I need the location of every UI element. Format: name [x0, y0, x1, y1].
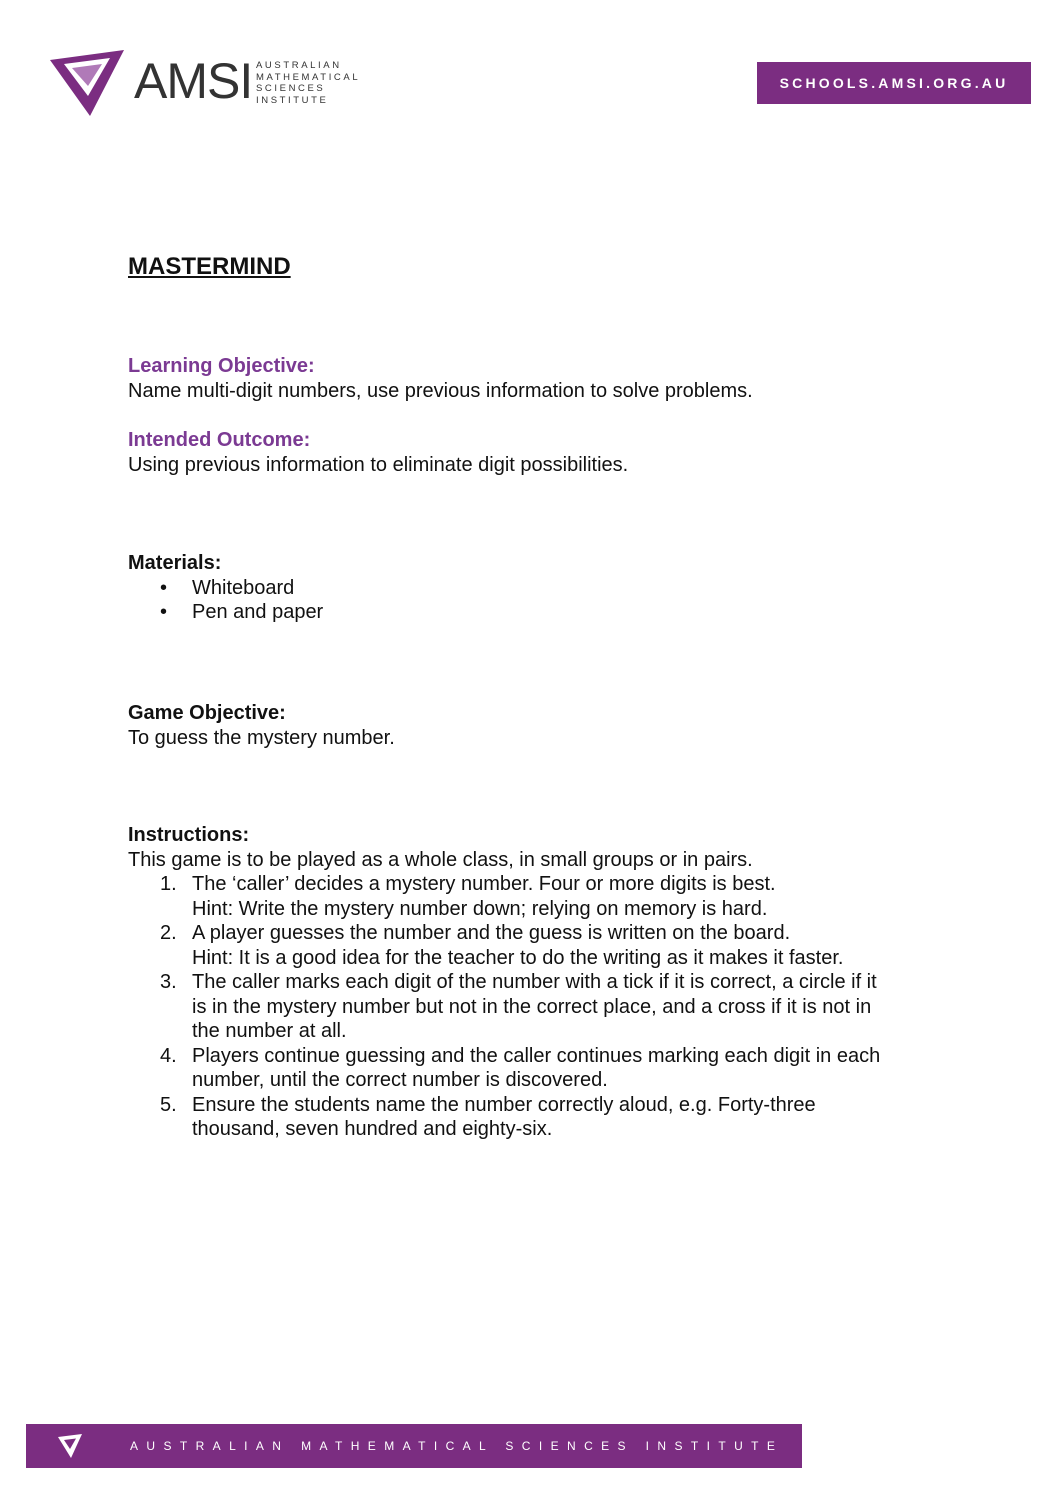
instruction-step: 3. The caller marks each digit of the number with a tick if it is correct, a circle if it is in the mystery number but not in the correct place, and a cross if it is not in the number at all.: [160, 971, 877, 1042]
amsi-logo-icon: [58, 1434, 82, 1458]
materials-list: [128, 576, 323, 625]
materials-section: [128, 551, 323, 625]
instruction-step: 5. Ensure the students name the number correctly aloud, e.g. Forty-three thousand, seven hundred and eighty-six.: [160, 1093, 816, 1140]
learning-objective-heading: Learning Objective:: [128, 355, 315, 377]
instructions-heading: Instructions:: [128, 824, 250, 846]
list-item: • Whiteboard: [128, 576, 323, 601]
instructions-intro: This game is to be played as a whole class, in small groups or in pairs.: [128, 848, 753, 871]
footer-banner: [26, 1424, 802, 1468]
website-url-banner[interactable]: SCHOOLS.AMSI.ORG.AU: [757, 62, 1031, 104]
amsi-logo-icon: [50, 50, 124, 116]
learning-objective-section: [128, 354, 753, 403]
instruction-step: 2. A player guesses the number and the guess is written on the board. Hint: It is a good idea for the teacher to do the writing as it makes it faster.: [160, 922, 844, 969]
intended-outcome-heading: Intended Outcome:: [128, 429, 311, 451]
instructions-steps: [128, 872, 948, 1142]
game-objective-section: [128, 701, 395, 750]
intended-outcome-text: Using previous information to eliminate digit possibilities.: [128, 453, 629, 476]
amsi-logo: [50, 50, 380, 116]
game-objective-text: To guess the mystery number.: [128, 726, 395, 749]
page-title: MASTERMIND: [128, 253, 291, 280]
instruction-step: 4. Players continue guessing and the caller continues marking each digit in each number, until the correct number is discovered.: [160, 1044, 881, 1091]
instruction-step: 1. The ‘caller’ decides a mystery number. Four or more digits is best. Hint: Write the mystery number down; relying on memory is hard.: [160, 873, 776, 920]
instructions-section: [128, 823, 948, 1142]
game-objective-heading: Game Objective:: [128, 702, 286, 724]
learning-objective-text: Name multi-digit numbers, use previous information to solve problems.: [128, 379, 753, 402]
footer-text: AUSTRALIAN MATHEMATICAL SCIENCES INSTITUTE: [130, 1439, 784, 1453]
materials-heading: Materials:: [128, 552, 222, 574]
logo-subtitle: AUSTRALIAN MATHEMATICAL SCIENCES INSTITUTE: [256, 60, 361, 106]
intended-outcome-section: [128, 428, 628, 477]
logo-wordmark: AMSI: [134, 53, 253, 109]
list-item: • Pen and paper: [128, 600, 323, 625]
